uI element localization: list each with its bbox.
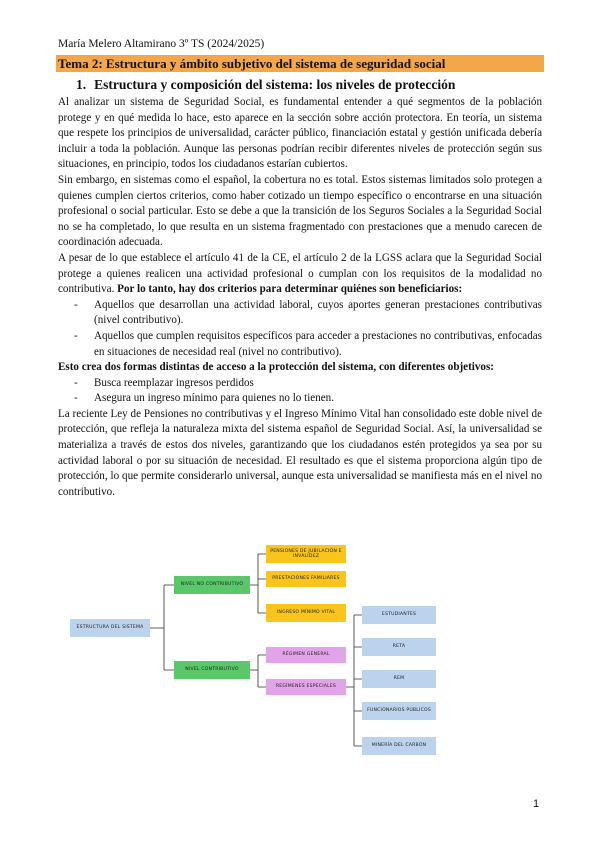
page-number: 1 [533, 798, 540, 810]
paragraph-intro: Al analizar un sistema de Seguridad Social, es fundamental entender a qué segmentos de la población protege y en qué medida lo hace, esto aparece en la sección sobre acción protectora. En teoría, un sistema que respete los principios de universalidad, carácter público, financiación estatal y gestión unificada debería incluir a toda la población. Aunque las personas podrían recibir diferentes niveles de protección según sus situaciones, en principio, todos los ciudadanos estarían cubiertos. [58, 96, 542, 171]
diagram-special-estudiantes: ESTUDIANTES [362, 606, 436, 624]
section-title: Estructura y composición del sistema: los niveles de protección [94, 77, 456, 92]
structure-diagram [66, 543, 544, 765]
diagram-level-bottom: NIVEL CONTRIBUTIVO [174, 661, 250, 679]
section-number: 1. [76, 77, 87, 92]
diagram-level-top: NIVEL NO CONTRIBUTIVO [174, 576, 250, 594]
paragraph-criteria [58, 251, 542, 298]
diagram-item-prestaciones: PRESTACIONES FAMILIARES [266, 571, 346, 587]
paragraph-limited-coverage: Sin embargo, en sistemas como el español, la cobertura no es total. Estos sistemas limitados solo protegen a quienes cumplen ciertos criterios, como haber cotizado un tiempo específico o encontrarse en una situación profesional o social particular. Esto se debe a que la transición de los Seguros Sociales a la Seguridad Social no se ha completado, lo que resulta en un sistema fragmentado con prestaciones que a menudo carecen de coordinación adecuada. [58, 173, 542, 249]
body-text [58, 95, 542, 500]
diagram-item-pensiones: PENSIONES DE JUBILACIÓN E INVALIDEZ [266, 545, 346, 563]
paragraph-conclusion: La reciente Ley de Pensiones no contributivas y el Ingreso Mínimo Vital han consolidado este doble nivel de protección, que refleja la naturaleza mixta del sistema español de Seguridad Social. Así, la universalidad se materializa a través de estos dos niveles, garantizando que los ciudadanos estén protegidos ya sea por su actividad laboral o por su situación de necesidad. El resultado es que el sistema proporciona algún tipo de protección, lo que permite considerarlo universal, aunque esta universalidad se manifiesta más en el nivel no contributivo. [58, 407, 542, 498]
diagram-item-regimenes-especiales: REGÍMENES ESPECIALES [266, 679, 346, 695]
connector-special-items [346, 615, 362, 746]
connector-bottom-items [250, 655, 266, 687]
diagram-item-imv: INGRESO MÍNIMO VITAL [266, 604, 346, 622]
diagram-root: ESTRUCTURA DEL SISTEMA [70, 619, 150, 637]
list-item: - Aquellos que cumplen requisitos específicos para acceder a prestaciones no contributivas, enfocadas en situaciones de necesidad real (nivel no contributivo). [58, 329, 542, 360]
diagram-special-rem: REM [362, 670, 436, 688]
section-heading [76, 77, 455, 93]
paragraph-objectives: Esto crea dos formas distintas de acceso a la protección del sistema, con diferentes objetivos: [58, 361, 494, 374]
topic-title: Tema 2: Estructura y ámbito subjetivo del sistema de seguridad social [56, 55, 544, 72]
list-item: - Asegura un ingreso mínimo para quienes no lo tienen. [58, 391, 542, 407]
objectives-list [58, 376, 542, 407]
diagram-special-funcionarios: FUNCIONARIOS PÚBLICOS [362, 702, 436, 720]
diagram-item-regimen-general: RÉGIMEN GENERAL [266, 647, 346, 663]
connector-root-levels [150, 585, 174, 670]
list-item: - Busca reemplazar ingresos perdidos [58, 376, 542, 392]
paragraph-criteria-bold: Por lo tanto, hay dos criterios para determinar quiénes son beneficiarios: [117, 283, 463, 296]
connector-top-items [250, 554, 266, 613]
diagram-special-mineria: MINERÍA DEL CARBÓN [362, 737, 436, 755]
paragraph-criteria-text: A pesar de lo que establece el artículo 41 de la CE, el artículo 2 de la LGSS aclara que la Seguridad Social protege a quienes realicen una actividad profesional o cumplan con los requisitos de la modalidad no contributiva. [58, 251, 542, 296]
list-item: - Aquellos que desarrollan una actividad laboral, cuyos aportes generan prestaciones contributivas (nivel contributivo). [58, 298, 542, 329]
diagram-special-reta: RETA [362, 638, 436, 656]
page-header: María Melero Altamirano 3º TS (2024/2025) [58, 38, 265, 50]
criteria-list [58, 298, 542, 360]
